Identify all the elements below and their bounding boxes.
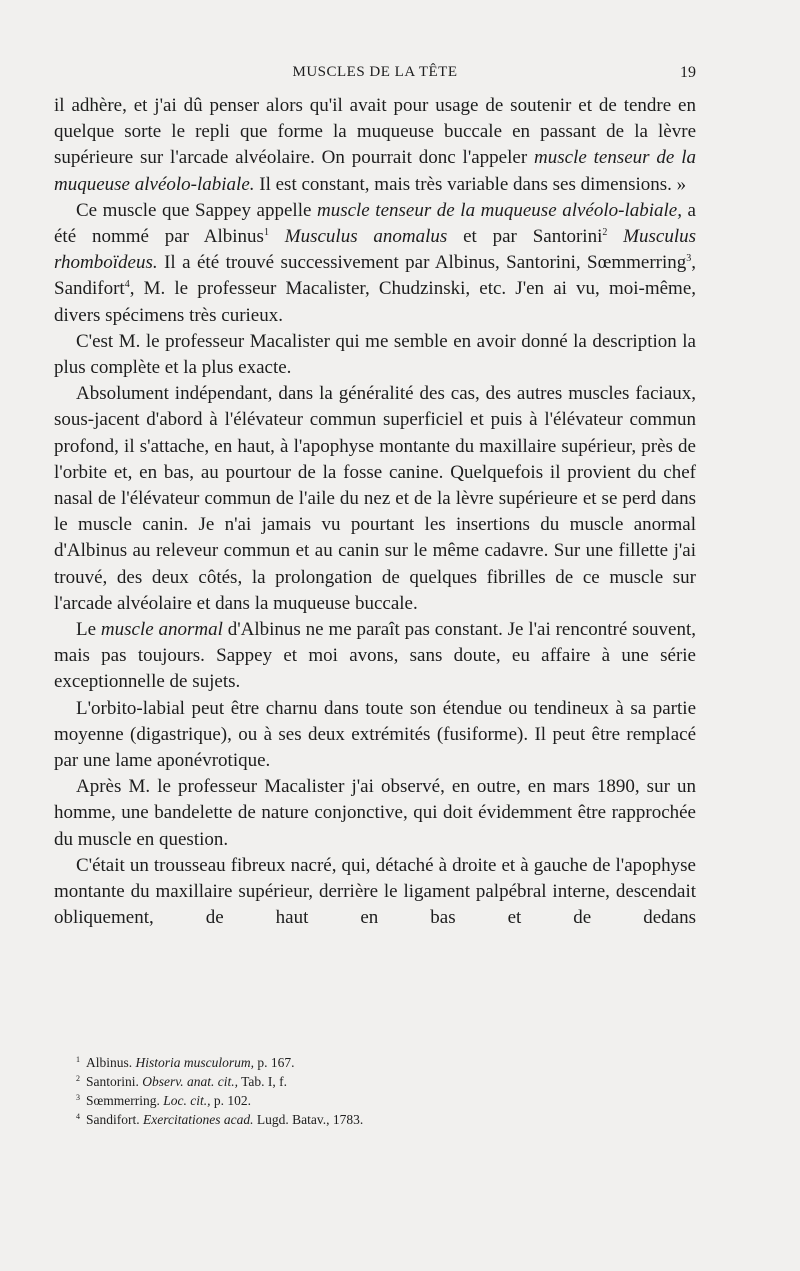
text-run: L'orbito-labial peut être charnu dans toute son étendue ou tendineux à sa partie moyenne (digastrique), ou à ses deux extrémités (fusiforme). Il peut être remplacé par une lame aponévrotique. <box>54 697 696 772</box>
text-run <box>269 226 285 247</box>
footnote <box>76 1072 696 1091</box>
footnote-number: 2 <box>76 1074 80 1083</box>
text-run: a été nommé par Albinus <box>54 199 696 248</box>
text-run: d'Albinus ne me paraît pas constant. Je l'ai rencontré souvent, mais pas toujours. Sappey et moi avons, sans doute, eu affaire à une série exceptionnelle de sujets. <box>54 619 697 693</box>
text-run: il adhère, et j'ai dû penser alors qu'il avait pour usage de soutenir et de tendre en quelque sorte le repli que forme la muqueuse buccale en passant de la lèvre supérieure sur l'arcade alvéolaire. On pourrait donc l'appeler <box>54 95 696 169</box>
text-run: Il est constant, mais très variable dans ses dimensions. » <box>254 173 687 195</box>
italic-text: Observ. anat. cit., <box>142 1074 238 1089</box>
italic-text: Musculus anomalus <box>284 226 448 248</box>
footnote <box>76 1053 696 1072</box>
paragraph <box>54 93 696 198</box>
text-run: Le <box>76 619 101 641</box>
footnote-marker: 3 <box>686 253 692 265</box>
text-run: Sœmmerring. <box>86 1093 164 1108</box>
footnote-number: 3 <box>76 1093 80 1102</box>
text-run: Après M. le professeur Macalister j'ai observé, en outre, en mars 1890, sur un homme, une bandelette de nature conjonctive, qui doit évidemment être rapprochée du muscle en question. <box>54 776 696 850</box>
text-run: C'est M. le professeur Macalister qui me semble en avoir donné la description la plus complète et la plus exacte. <box>54 330 696 379</box>
paragraph <box>54 617 696 696</box>
footnote-number: 4 <box>76 1112 80 1121</box>
paragraph <box>54 853 696 932</box>
paragraph <box>54 696 696 775</box>
page-number: 19 <box>680 64 696 81</box>
italic-text: muscle tenseur de la muqueuse alvéolo-labiale. <box>54 147 696 195</box>
paragraph <box>54 381 696 617</box>
footnote <box>76 1091 696 1110</box>
text-run: et par Santorini <box>447 226 603 248</box>
italic-text: Loc. cit., <box>163 1093 211 1108</box>
text-run: C'était un trousseau fibreux nacré, qui, détaché à droite et à gauche de l'apophyse montante du maxillaire supérieur, derrière le ligament palpébral interne, descendait obliquement, de haut en bas et de dedans <box>54 854 696 929</box>
text-run: Albinus. <box>86 1055 136 1070</box>
paragraph <box>54 198 696 329</box>
paragraph <box>54 774 696 853</box>
running-header <box>54 62 696 86</box>
text-run: p. 102. <box>210 1093 251 1108</box>
paragraph <box>54 329 696 381</box>
running-title: MUSCLES DE LA TÊTE <box>292 64 458 80</box>
italic-text: muscle tenseur de la muqueuse alvéolo-labiale, <box>316 199 682 221</box>
text-run: Sandifort. <box>86 1112 143 1127</box>
footnotes <box>76 1053 696 1129</box>
text-run: , Sandifort <box>54 252 696 300</box>
text-run <box>607 226 623 247</box>
italic-text: Musculus rhomboïdeus. <box>54 226 696 274</box>
italic-text: muscle anormal <box>100 619 223 641</box>
italic-text: Exercitationes acad. <box>143 1112 254 1127</box>
text-run: Il a été trouvé successivement par Albinus, Santorini, Sœmmerring <box>157 252 687 274</box>
footnote-marker: 1 <box>263 227 269 239</box>
text-run: Absolument indépendant, dans la généralité des cas, des autres muscles faciaux, sous-jacent d'abord à l'élévateur commun superficiel et puis à l'élévateur commun profond, il s'attache, en haut, à l'apophyse montante du maxillaire supérieur, près de l'orbite et, en bas, au pourtour de la fosse canine. Quelquefois il provient du chef nasal de l'élévateur commun de l'aile du nez et de la lèvre supérieure et se perd dans le muscle canin. Je n'ai jamais vu pourtant les insertions du muscle anormal d'Albinus au releveur commun et au canin sur le même cadavre. Sur une fillette j'ai trouvé, des deux côtés, la prolongation de quelques fibrilles de ce muscle sur l'arcade alvéolaire et dans la muqueuse buccale. <box>54 383 696 614</box>
footnote-marker: 2 <box>602 227 608 239</box>
footnote <box>76 1110 696 1129</box>
text-run: , M. le professeur Macalister, Chudzinski, etc. J'en ai vu, moi-même, divers spécimens très curieux. <box>54 278 696 326</box>
footnote-number: 1 <box>76 1055 80 1064</box>
italic-text: Historia musculorum, <box>135 1055 255 1070</box>
body-text <box>54 93 696 932</box>
footnote-marker: 4 <box>124 279 130 291</box>
text-run: Tab. I, f. <box>237 1074 288 1089</box>
text-run: Lugd. Batav., 1783. <box>253 1112 364 1127</box>
text-run: Ce muscle que Sappey appelle <box>76 199 317 221</box>
text-run: Santorini. <box>86 1074 143 1089</box>
text-run: p. 167. <box>254 1055 295 1070</box>
